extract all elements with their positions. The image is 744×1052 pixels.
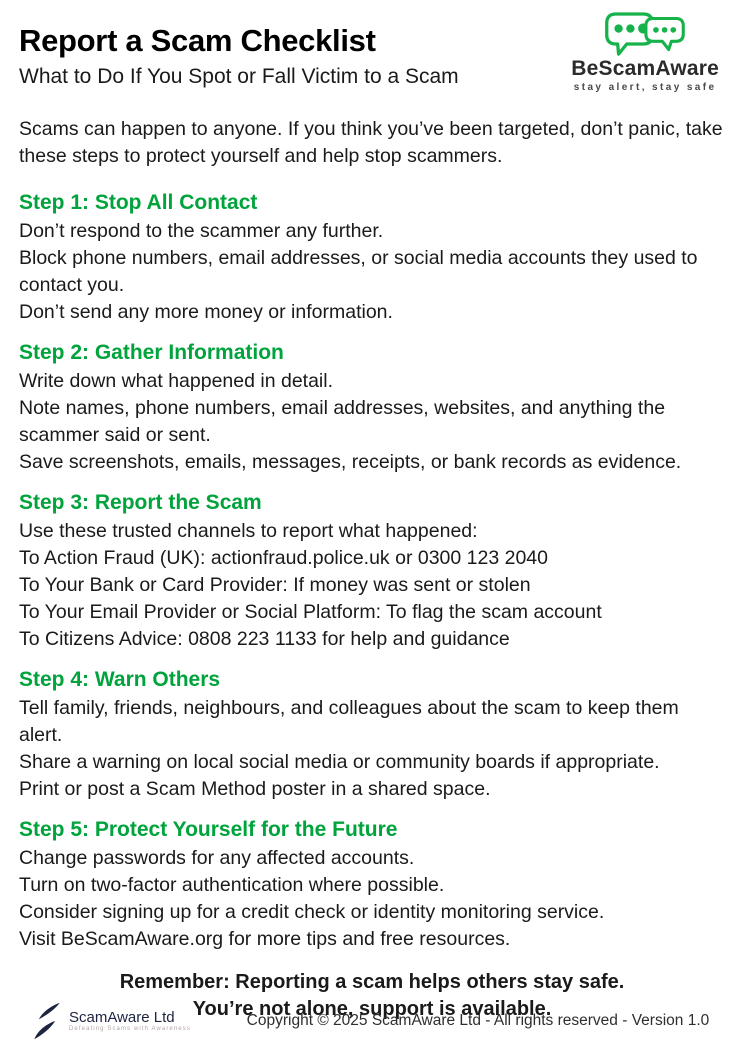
brand-name: BeScamAware: [571, 57, 719, 80]
step-1-line: Don’t send any more money or information.: [19, 300, 393, 323]
document-footer: [0, 1002, 744, 1040]
title-block: [19, 22, 459, 90]
step-4-line: Print or post a Scam Method poster in a shared space.: [19, 777, 491, 800]
reminder-line-1: Remember: Reporting a scam helps others stay safe.: [119, 970, 625, 993]
step-3-line: To Citizens Advice: 0808 223 1133 for help and guidance: [19, 627, 510, 650]
step-2-line: Note names, phone numbers, email addresses, websites, and anything the scammer said or sent.: [19, 396, 666, 446]
step-2-heading: Step 2: Gather Information: [19, 340, 284, 364]
step-1-line: Block phone numbers, email addresses, or social media accounts they used to contact you.: [19, 246, 698, 296]
scamaware-s-icon: [33, 1002, 69, 1040]
brand-logo: [571, 10, 719, 94]
reminder-line-2: You’re not alone, support is available.: [192, 997, 552, 1020]
footer-logo: [33, 1002, 191, 1040]
footer-company-name: ScamAware Ltd: [69, 1009, 175, 1026]
section-step-1: [19, 190, 725, 326]
brand-tagline: stay alert, stay safe: [573, 82, 717, 93]
step-2-line: Write down what happened in detail.: [19, 369, 334, 392]
step-5-line: Visit BeScamAware.org for more tips and free resources.: [19, 927, 511, 950]
speech-bubbles-icon: [604, 10, 686, 58]
step-3-line: To Your Email Provider or Social Platform: To flag the scam account: [19, 600, 602, 623]
footer-company-tagline: Defeating Scams with Awareness: [69, 1026, 191, 1032]
step-4-heading: Step 4: Warn Others: [19, 667, 221, 691]
page-title: Report a Scam Checklist: [19, 23, 376, 58]
footer-company-block: [69, 1009, 191, 1033]
section-step-4: [19, 667, 725, 803]
copyright-text: Copyright © 2025 ScamAware Ltd - All rights reserved - Version 1.0: [246, 1012, 710, 1029]
section-step-3: [19, 490, 725, 653]
step-4-line: Tell family, friends, neighbours, and colleagues about the scam to keep them alert.: [19, 696, 679, 746]
step-3-line: To Your Bank or Card Provider: If money was sent or stolen: [19, 573, 531, 596]
step-2-line: Save screenshots, emails, messages, receipts, or bank records as evidence.: [19, 450, 682, 473]
step-3-line: To Action Fraud (UK): actionfraud.police.uk or 0300 123 2040: [19, 546, 548, 569]
step-1-heading: Step 1: Stop All Contact: [19, 190, 258, 214]
section-step-5: [19, 817, 725, 953]
step-5-heading: Step 5: Protect Yourself for the Future: [19, 817, 398, 841]
document-header: [19, 0, 725, 94]
page-subtitle: What to Do If You Spot or Fall Victim to a Scam: [19, 65, 459, 88]
step-5-line: Consider signing up for a credit check or identity monitoring service.: [19, 900, 605, 923]
step-5-line: Change passwords for any affected accounts.: [19, 846, 415, 869]
intro-paragraph: Scams can happen to anyone. If you think you’ve been targeted, don’t panic, take these steps to protect yourself and help stop scammers.: [19, 118, 723, 167]
step-5-line: Turn on two-factor authentication where possible.: [19, 873, 445, 896]
section-step-2: [19, 340, 725, 476]
step-1-line: Don’t respond to the scammer any further.: [19, 219, 384, 242]
step-3-heading: Step 3: Report the Scam: [19, 490, 262, 514]
step-4-line: Share a warning on local social media or community boards if appropriate.: [19, 750, 660, 773]
step-3-line: Use these trusted channels to report what happened:: [19, 519, 478, 542]
